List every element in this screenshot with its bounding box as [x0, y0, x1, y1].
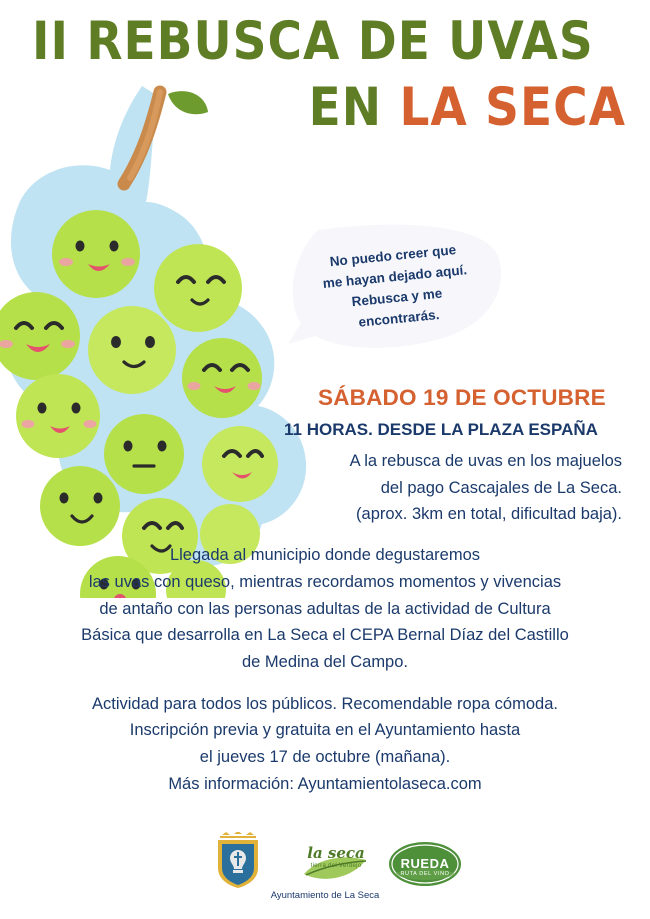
paragraph-2-line-1: Llegada al municipio donde degustaremos: [169, 546, 481, 565]
title-line-2: [0, 77, 650, 139]
la-seca-wordmark: la seca: [307, 844, 365, 862]
la-seca-tagline: tierra del Verdejo: [310, 863, 362, 869]
rueda-wordmark: RUEDA: [400, 856, 450, 871]
bubble-line-3: Rebusca y me: [350, 285, 443, 310]
shield-icon: [212, 832, 264, 890]
paragraph-3-line-3: el jueves 17 de octubre (mañana).: [199, 748, 451, 767]
event-paragraph-2: [0, 542, 650, 676]
paragraph-2-line-4: Básica que desarrolla en La Seca el CEPA Bernal Díaz del Castillo: [81, 626, 569, 645]
event-time-place: 11 HORAS. DESDE LA PLAZA ESPAÑA: [284, 420, 598, 439]
title-line-2-orange: LA SECA: [399, 77, 626, 139]
rueda-tagline: RUTA DEL VINO: [400, 871, 450, 877]
poster-title: [0, 10, 650, 139]
bubble-line-4: encontrarás.: [357, 306, 440, 330]
paragraph-3-line-2: Inscripción previa y gratuita en el Ayuntamiento hasta: [129, 721, 521, 740]
paragraph-3-line-4: Más información: Ayuntamientolaseca.com: [168, 774, 482, 793]
paragraph-2-line-5: de Medina del Campo.: [241, 653, 408, 672]
paragraph-2-line-2: las uvas con queso, mientras recordamos momentos y vivencias: [88, 572, 562, 591]
title-line-2-green: EN: [308, 77, 383, 139]
bubble-line-1: No puedo creer que: [329, 242, 457, 270]
bubble-line-2: me hayan dejado aquí.: [322, 262, 468, 291]
rueda-ruta-del-vino-logo: [388, 840, 462, 877]
event-details: [0, 385, 650, 798]
event-date: SÁBADO 19 DE OCTUBRE: [318, 385, 606, 410]
ayuntamiento-caption: Ayuntamiento de La Seca: [270, 890, 380, 901]
la-seca-logo: [296, 840, 376, 869]
paragraph-1-line-3: (aprox. 3km en total, dificultad baja).: [356, 505, 622, 524]
paragraph-3-line-1: Actividad para todos los públicos. Recomendable ropa cómoda.: [92, 694, 558, 713]
paragraph-2-line-3: de antaño con las personas adultas de la actividad de Cultura: [99, 599, 551, 618]
ayuntamiento-shield-logo: [212, 832, 264, 895]
event-paragraph-3: [0, 691, 650, 798]
event-paragraph-1: [0, 448, 650, 528]
title-line-1: II REBUSCA DE UVAS: [32, 10, 594, 73]
paragraph-1-line-1: A la rebusca de uvas en los majuelos: [349, 452, 622, 470]
paragraph-1-line-2: del pago Cascajales de La Seca.: [380, 478, 622, 497]
